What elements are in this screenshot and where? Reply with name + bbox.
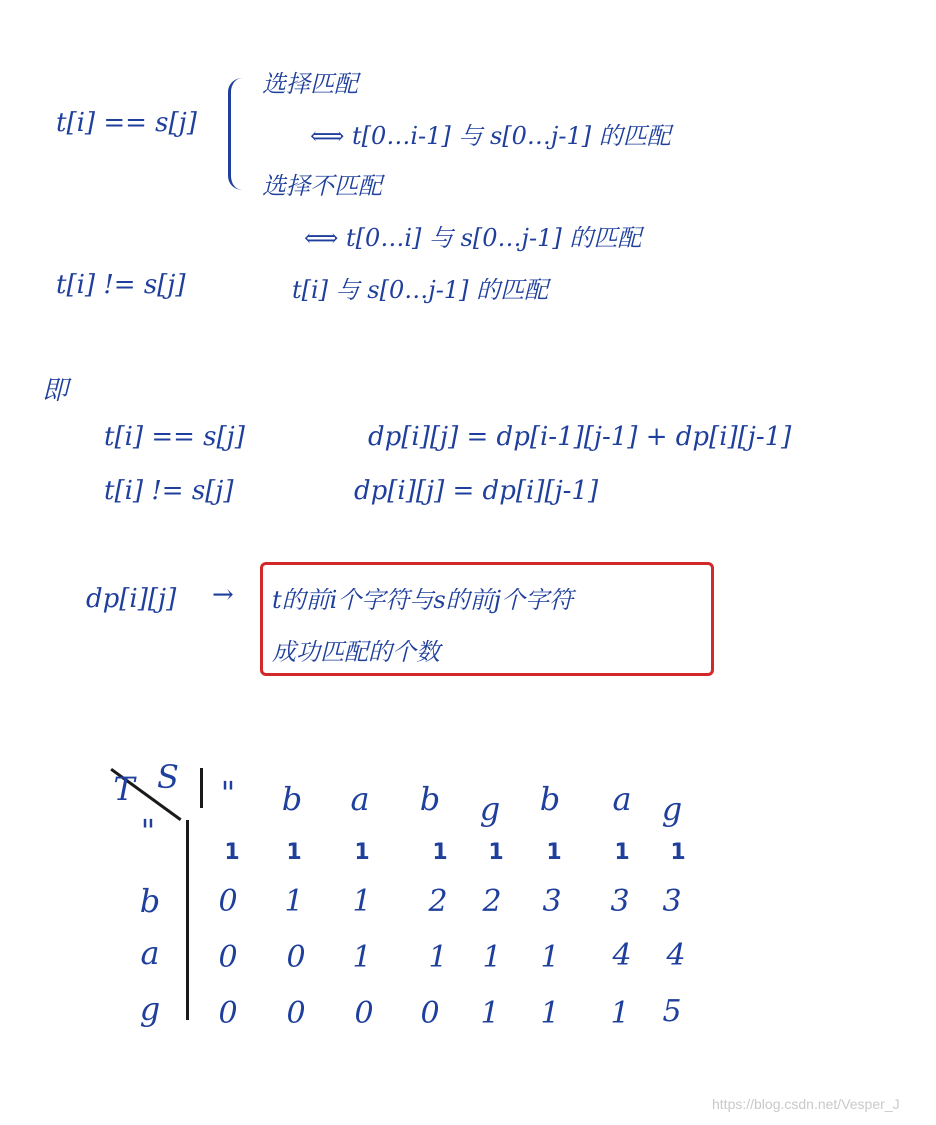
dp-definition-label: dp[i][j] [86,584,177,614]
table-cell: 1 [610,996,630,1031]
table-cell: 3 [662,884,682,919]
option-nomatch-label: 选择不匹配 [262,172,382,200]
table-cell: 1 [224,840,240,865]
table-cell: 1 [546,840,562,865]
col-header: g [479,790,501,828]
row-header: g [139,990,161,1028]
col-header: a [350,780,370,818]
col-header: " [220,774,236,812]
table-cell: 4 [612,938,632,973]
table-cell: 3 [542,884,562,919]
table-cell: 0 [218,884,238,919]
dp-eq-condition: t[i] == s[j] [104,422,245,452]
table-cell: 1 [286,840,302,865]
definition-line-2: 成功匹配的个数 [272,638,440,666]
row-header: b [139,882,161,920]
table-cell: 5 [662,994,682,1029]
table-cell: 1 [352,940,372,975]
table-cell: 1 [670,840,686,865]
table-cell: 4 [666,938,686,973]
neq-condition: t[i] != s[j] [56,270,186,300]
neq-detail: t[i] 与 s[0…j-1] 的匹配 [292,276,549,304]
dp-neq-condition: t[i] != s[j] [104,476,234,506]
table-cell: 1 [480,996,500,1031]
table-cell: 1 [352,884,372,919]
table-cell: 0 [218,996,238,1031]
table-cell: 1 [482,940,502,975]
dp-eq-formula: dp[i][j] = dp[i-1][j-1] + dp[i][j-1] [368,422,792,452]
col-header: b [281,780,303,818]
table-cell: 0 [286,996,306,1031]
table-cell: 0 [420,996,440,1031]
definition-line-1: t的前i个字符与s的前j个字符 [272,586,574,614]
table-cell: 0 [218,940,238,975]
table-cell: 1 [488,840,504,865]
watermark-text: https://blog.csdn.net/Vesper_J [712,1096,900,1112]
table-cell: 2 [482,884,502,919]
option-match-label: 选择匹配 [262,70,358,98]
eq-condition: t[i] == s[j] [56,108,197,138]
dp-neq-formula: dp[i][j] = dp[i][j-1] [354,476,599,506]
brace [228,78,245,190]
table-cell: 1 [428,940,448,975]
table-cell: 1 [540,940,560,975]
row-header: " [140,812,156,850]
corner-s-label: S [157,758,179,796]
table-cell: 1 [284,884,304,919]
row-header-divider [186,820,189,1020]
ji-label: 即 [42,376,69,406]
corner-t-label: T [113,770,135,808]
row-header: a [140,934,160,972]
table-cell: 1 [540,996,560,1031]
col-header: a [612,780,632,818]
option-nomatch-detail: ⟺ t[0…i] 与 s[0…j-1] 的匹配 [304,224,642,252]
table-cell: 1 [354,840,370,865]
col-header: b [419,780,441,818]
table-cell: 1 [432,840,448,865]
option-match-detail: ⟺ t[0…i-1] 与 s[0…j-1] 的匹配 [310,122,671,150]
col-header: b [539,780,561,818]
table-cell: 1 [614,840,630,865]
table-cell: 0 [354,996,374,1031]
table-cell: 0 [286,940,306,975]
table-cell: 2 [428,884,448,919]
col-header: g [661,790,683,828]
table-cell: 3 [610,884,630,919]
arrow-icon: → [212,580,234,610]
col-header-tick [200,768,203,808]
